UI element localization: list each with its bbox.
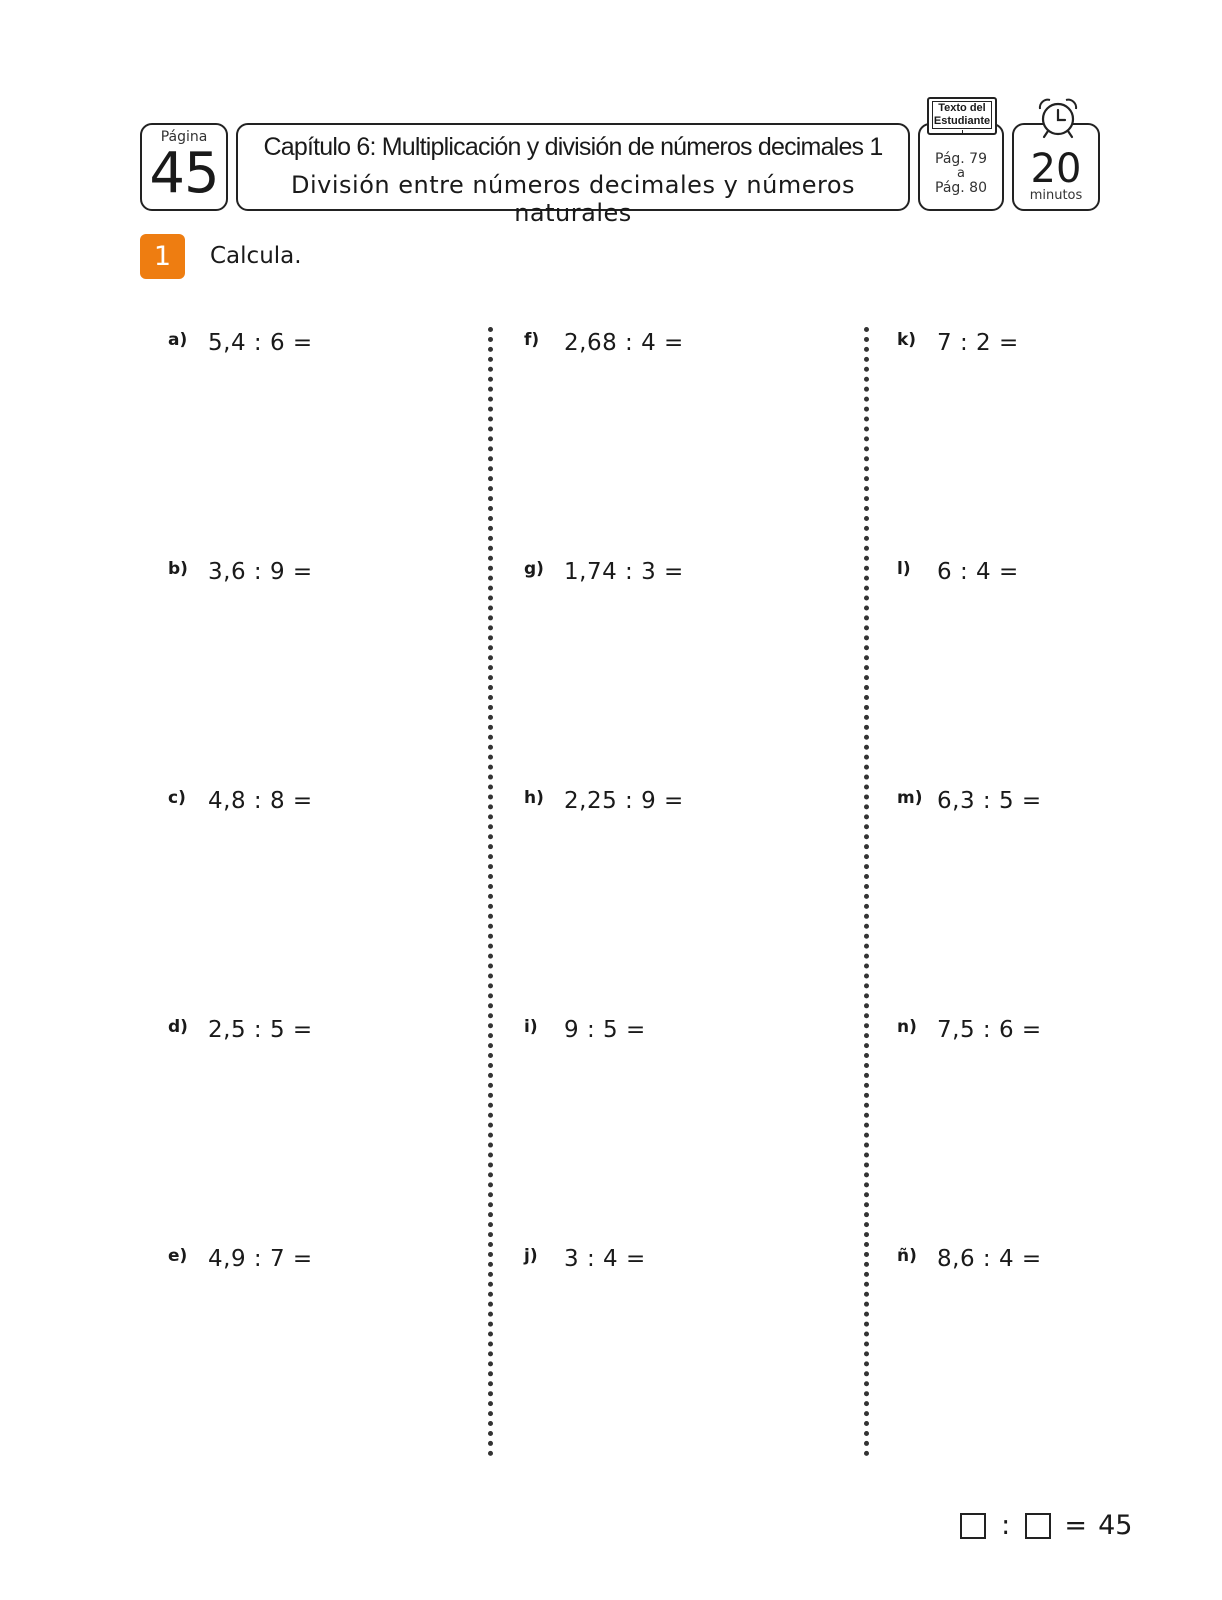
problem-label: i) (524, 1017, 538, 1037)
time-unit: minutos (1029, 188, 1083, 203)
problem-expression: 4,8 : 8 = (208, 788, 313, 814)
problem-label: f) (524, 330, 540, 350)
page-from: Pág. 79 (935, 151, 987, 167)
problem-g (524, 554, 684, 594)
problem-expression: 9 : 5 = (564, 1017, 646, 1043)
problem-label: d) (168, 1017, 188, 1037)
problem-f (524, 325, 684, 365)
square-icon (960, 1513, 986, 1539)
problem-b (168, 554, 313, 594)
problem-expression: 7,5 : 6 = (937, 1017, 1042, 1043)
problem-label: m) (897, 788, 923, 808)
time-box (1012, 123, 1100, 211)
book-badge-line1: Texto del (938, 102, 986, 114)
problem-e (168, 1241, 313, 1281)
chapter-title: Capítulo 6: Multiplicación y división de números decimales 1 (263, 133, 883, 161)
problem-k (897, 325, 1019, 365)
problem-expression: 5,4 : 6 = (208, 330, 313, 356)
problem-expression: 3,6 : 9 = (208, 559, 313, 585)
problem-expression: 3 : 4 = (564, 1246, 646, 1272)
exercise-number-badge: 1 (140, 234, 185, 279)
problem-d (168, 1012, 313, 1052)
problem-expression: 4,9 : 7 = (208, 1246, 313, 1272)
page-number-box (140, 123, 228, 211)
problem-expression: 2,68 : 4 = (564, 330, 684, 356)
problem-label: n) (897, 1017, 917, 1037)
footer-result: 45 (1098, 1510, 1133, 1541)
problem-label: e) (168, 1246, 188, 1266)
exercise-instruction: Calcula. (210, 243, 302, 269)
time-value: 20 (1030, 146, 1082, 192)
problem-label: g) (524, 559, 544, 579)
problem-label: h) (524, 788, 544, 808)
book-badge-line2: Estudiante (933, 115, 991, 127)
problem-j (524, 1241, 646, 1281)
problem-h (524, 783, 684, 823)
problem-label: j) (524, 1246, 538, 1266)
book-icon (927, 97, 997, 135)
column-divider (488, 327, 493, 1457)
problem-expression: 6,3 : 5 = (937, 788, 1042, 814)
problem-expression: 8,6 : 4 = (937, 1246, 1042, 1272)
footer-puzzle (960, 1510, 1132, 1546)
problem-m (897, 783, 1042, 823)
problem-enye (897, 1241, 1042, 1281)
problem-label: l) (897, 559, 911, 579)
footer-colon: : (1001, 1510, 1011, 1541)
problem-a (168, 325, 313, 365)
square-icon (1025, 1513, 1051, 1539)
footer-equals: = (1064, 1510, 1088, 1541)
problem-expression: 1,74 : 3 = (564, 559, 684, 585)
problem-n (897, 1012, 1042, 1052)
problem-expression: 6 : 4 = (937, 559, 1019, 585)
problem-expression: 7 : 2 = (937, 330, 1019, 356)
problem-i (524, 1012, 646, 1052)
problem-l (897, 554, 1019, 594)
page-connector: a (957, 166, 965, 181)
textbook-reference-box (918, 102, 1004, 211)
page-to: Pág. 80 (935, 180, 987, 196)
column-divider (864, 327, 869, 1457)
problem-label: ñ) (897, 1246, 917, 1266)
page-number: 45 (149, 141, 219, 206)
problem-label: c) (168, 788, 186, 808)
problem-expression: 2,25 : 9 = (564, 788, 684, 814)
problem-expression: 2,5 : 5 = (208, 1017, 313, 1043)
section-title: División entre números decimales y números naturales (291, 171, 855, 227)
problem-c (168, 783, 313, 823)
page-label: Página (160, 129, 208, 145)
problem-label: a) (168, 330, 188, 350)
problem-label: b) (168, 559, 188, 579)
alarm-clock-icon (1034, 97, 1082, 141)
title-box (236, 123, 910, 227)
problem-label: k) (897, 330, 917, 350)
